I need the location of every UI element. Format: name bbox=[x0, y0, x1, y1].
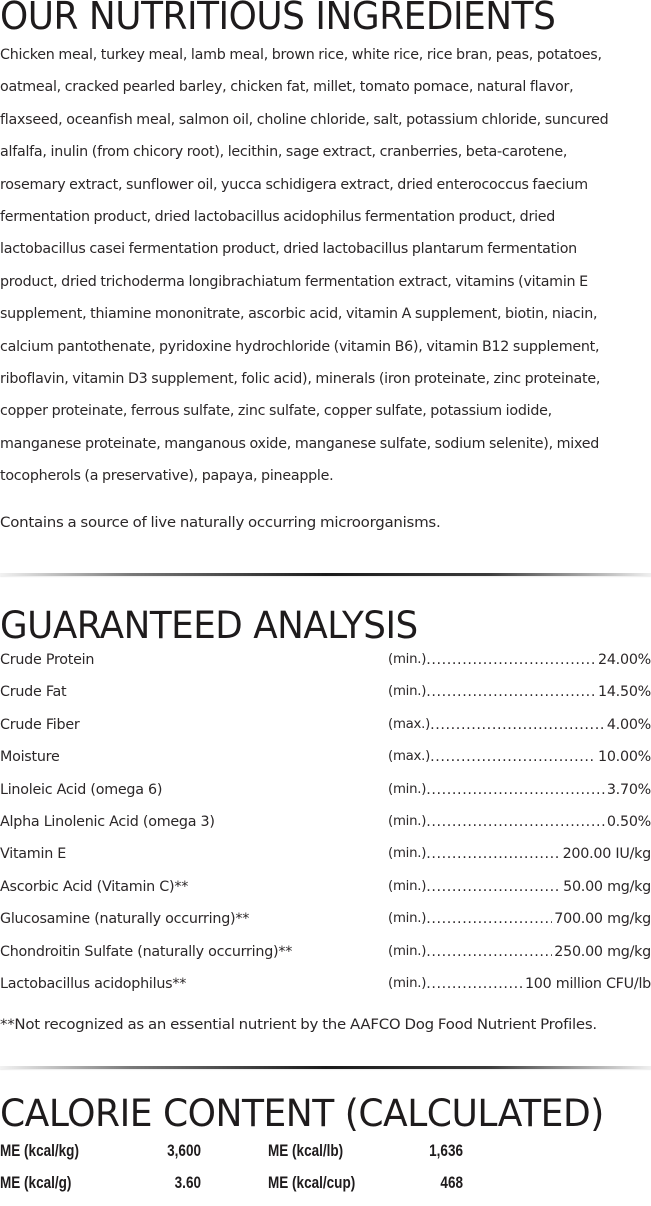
nutrient-basis: (min.) bbox=[388, 943, 427, 959]
dot-leader bbox=[426, 814, 605, 830]
nutrient-value: 3.70% bbox=[606, 781, 651, 798]
calorie-label: ME (kcal/cup) bbox=[268, 1174, 356, 1192]
aafco-footnote: **Not recognized as an essential nutrient by the AAFCO Dog Food Nutrient Profiles. bbox=[0, 1017, 597, 1033]
analysis-row bbox=[0, 645, 651, 677]
ingredients-line: rosemary extract, sunflower oil, yucca schidigera extract, dried enterococcus faecium bbox=[0, 176, 588, 193]
nutrient-name: Crude Protein bbox=[0, 652, 95, 668]
analysis-row bbox=[0, 969, 651, 1001]
ingredients-line: Chicken meal, turkey meal, lamb meal, brown rice, white rice, rice bran, peas, potatoes, bbox=[0, 47, 602, 63]
ingredients-line: manganese proteinate, manganous oxide, manganese sulfate, sodium selenite), mixed bbox=[0, 435, 600, 452]
analysis-row bbox=[0, 937, 651, 969]
ingredients-line: lactobacillus casei fermentation product, dried lactobacillus plantarum fermentation bbox=[0, 241, 577, 258]
analysis-heading: GUARANTEED ANALYSIS bbox=[0, 604, 418, 647]
nutrient-basis: (min.) bbox=[388, 975, 427, 991]
ingredients-line: product, dried trichoderma longibrachiatum fermentation extract, vitamins (vitamin E bbox=[0, 273, 588, 290]
nutrient-value: 24.00% bbox=[597, 652, 651, 668]
nutrient-value: 0.50% bbox=[606, 813, 651, 830]
ingredients-line: oatmeal, cracked pearled barley, chicken fat, millet, tomato pomace, natural flavor, bbox=[0, 79, 574, 96]
nutrient-basis: (max.) bbox=[388, 749, 431, 765]
dot-leader bbox=[426, 782, 605, 798]
nutrient-name: Alpha Linolenic Acid (omega 3) bbox=[0, 813, 215, 830]
ingredients-line: riboflavin, vitamin D3 supplement, folic acid), minerals (iron proteinate, zinc proteinate, bbox=[0, 371, 601, 388]
ingredients-line: calcium pantothenate, pyridoxine hydrochloride (vitamin B6), vitamin B12 supplement, bbox=[0, 338, 600, 355]
nutrient-basis: (min.) bbox=[388, 878, 427, 894]
nutrient-value: 200.00 IU/kg bbox=[562, 846, 651, 863]
nutrient-value: 10.00% bbox=[597, 749, 651, 766]
nutrient-name: Chondroitin Sulfate (naturally occurring)** bbox=[0, 943, 293, 960]
dot-leader bbox=[426, 911, 552, 927]
analysis-row bbox=[0, 710, 651, 742]
calorie-row bbox=[0, 1142, 651, 1174]
dot-leader bbox=[426, 976, 523, 992]
dot-leader bbox=[426, 846, 560, 862]
nutrient-value: 250.00 mg/kg bbox=[554, 943, 651, 960]
nutrient-basis: (min.) bbox=[388, 846, 427, 862]
section-divider bbox=[0, 573, 651, 576]
dot-leader bbox=[430, 749, 596, 765]
analysis-row bbox=[0, 775, 651, 807]
nutrient-basis: (min.) bbox=[388, 911, 427, 927]
nutrient-value: 100 million CFU/lb bbox=[524, 975, 651, 992]
nutrient-value: 50.00 mg/kg bbox=[563, 878, 651, 895]
analysis-table bbox=[0, 645, 651, 1001]
analysis-row bbox=[0, 677, 651, 709]
analysis-row bbox=[0, 839, 651, 871]
nutrient-value: 14.50% bbox=[597, 684, 651, 701]
dot-leader bbox=[426, 944, 552, 960]
section-divider bbox=[0, 1066, 651, 1069]
nutrient-basis: (min.) bbox=[388, 781, 427, 797]
ingredients-line: tocopherols (a preservative), papaya, pineapple. bbox=[0, 468, 334, 485]
nutrient-basis: (min.) bbox=[388, 813, 427, 829]
dot-leader bbox=[426, 684, 596, 700]
analysis-row bbox=[0, 742, 651, 774]
calorie-value: 1,636 bbox=[429, 1142, 463, 1160]
calorie-table bbox=[0, 1142, 651, 1206]
ingredients-line: fermentation product, dried lactobacillus acidophilus fermentation product, dried bbox=[0, 209, 556, 226]
nutrient-basis: (min.) bbox=[388, 652, 427, 667]
nutrient-name: Moisture bbox=[0, 749, 60, 766]
analysis-row bbox=[0, 904, 651, 936]
nutrient-name: Glucosamine (naturally occurring)** bbox=[0, 911, 250, 928]
ingredients-line: supplement, thiamine mononitrate, ascorbic acid, vitamin A supplement, biotin, niacin, bbox=[0, 306, 598, 323]
ingredients-line: copper proteinate, ferrous sulfate, zinc sulfate, copper sulfate, potassium iodide, bbox=[0, 403, 552, 420]
nutrient-value: 700.00 mg/kg bbox=[554, 911, 651, 928]
dot-leader bbox=[426, 879, 561, 895]
nutrient-name: Ascorbic Acid (Vitamin C)** bbox=[0, 878, 189, 895]
nutrient-basis: (max.) bbox=[388, 716, 431, 732]
analysis-row bbox=[0, 872, 651, 904]
ingredients-heading: OUR NUTRITIOUS INGREDIENTS bbox=[0, 0, 556, 38]
ingredients-line: flaxseed, oceanfish meal, salmon oil, choline chloride, salt, potassium chloride, suncured bbox=[0, 111, 609, 128]
nutrient-name: Crude Fiber bbox=[0, 716, 80, 733]
calorie-label: ME (kcal/lb) bbox=[268, 1142, 344, 1160]
calorie-value: 468 bbox=[440, 1174, 463, 1192]
analysis-row bbox=[0, 807, 651, 839]
calorie-value: 3,600 bbox=[167, 1142, 201, 1160]
calorie-value: 3.60 bbox=[174, 1174, 201, 1192]
nutrient-name: Lactobacillus acidophilus** bbox=[0, 975, 187, 992]
nutrient-name: Crude Fat bbox=[0, 684, 67, 701]
nutrient-name: Vitamin E bbox=[0, 846, 67, 863]
microorganisms-note: Contains a source of live naturally occurring microorganisms. bbox=[0, 515, 441, 531]
calorie-label: ME (kcal/g) bbox=[0, 1174, 72, 1192]
nutrient-name: Linoleic Acid (omega 6) bbox=[0, 781, 163, 798]
dot-leader bbox=[426, 652, 596, 668]
calorie-row bbox=[0, 1174, 651, 1206]
calorie-heading: CALORIE CONTENT (CALCULATED) bbox=[0, 1092, 604, 1135]
dot-leader bbox=[430, 717, 605, 733]
calorie-label: ME (kcal/kg) bbox=[0, 1142, 79, 1160]
ingredients-list bbox=[0, 39, 651, 493]
ingredients-line: alfalfa, inulin (from chicory root), lecithin, sage extract, cranberries, beta-carotene, bbox=[0, 144, 568, 161]
nutrient-basis: (min.) bbox=[388, 684, 427, 700]
nutrient-value: 4.00% bbox=[606, 716, 651, 733]
